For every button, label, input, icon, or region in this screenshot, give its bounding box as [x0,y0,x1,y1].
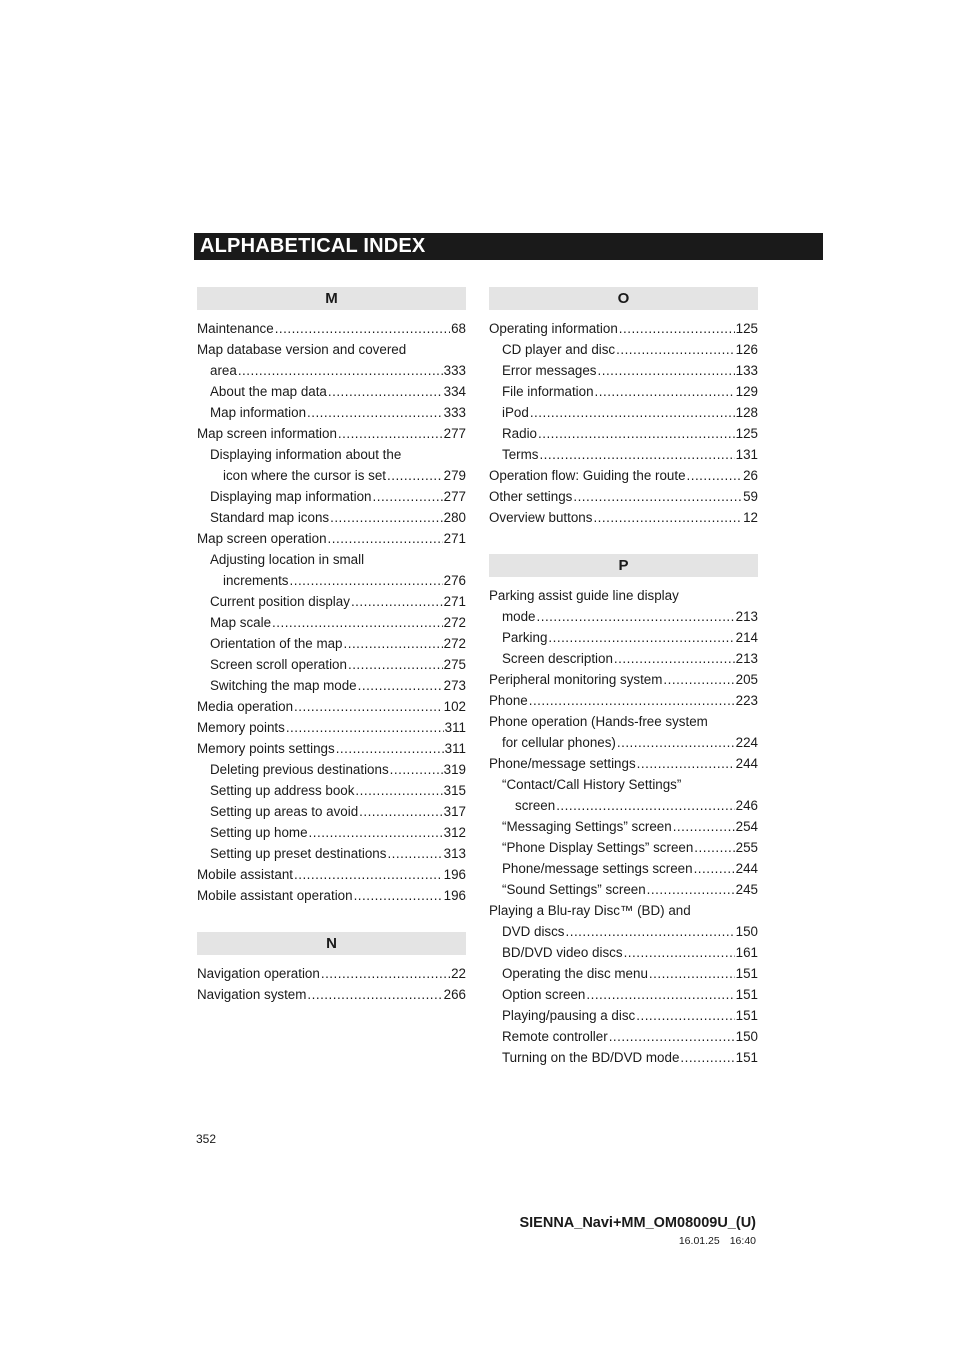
entry-text: Media operation [197,699,294,714]
dot-leader [617,732,735,753]
entry-page-number: 131 [735,447,758,462]
entry-text: Adjusting location in small [210,552,365,567]
entry-page-number: 333 [443,405,466,420]
entry-text: Overview buttons [489,510,593,525]
dot-leader [694,837,734,858]
index-entry [489,507,758,528]
entry-page-number: 213 [735,651,758,666]
entry-page-number: 125 [735,426,758,441]
entry-page-number: 271 [443,531,466,546]
dot-leader [598,360,735,381]
entry-page-number: 133 [735,363,758,378]
dot-leader [290,570,443,591]
entry-page-number: 246 [735,798,758,813]
entry-page-number: 129 [735,384,758,399]
entry-text: Phone [489,693,528,708]
index-entry [197,738,466,759]
print-timestamp [679,1235,756,1247]
index-entry [489,585,758,627]
index-subentry [197,591,466,612]
index-entry [197,963,466,984]
entry-page-number: 22 [451,966,466,981]
dot-leader [566,921,735,942]
dot-leader [595,381,735,402]
entry-page-number: 128 [735,405,758,420]
index-subentry [489,360,758,381]
entry-text: Displaying information about the [210,447,402,462]
dot-leader [390,759,443,780]
index-subentry [489,816,758,837]
print-time: 16:40 [729,1235,756,1247]
entry-page-number: 151 [735,1008,758,1023]
entry-text: Playing/pausing a disc [502,1008,636,1023]
index-column-left [197,287,466,1005]
dot-leader [649,963,735,984]
dot-leader [294,696,443,717]
dot-leader [328,528,443,549]
entry-text: Phone operation (Hands-free system [489,714,708,729]
index-subentry [197,801,466,822]
entry-text: Operation flow: Guiding the route [489,468,686,483]
index-section-m [197,287,466,906]
entry-text: About the map data [210,384,327,399]
entry-text: Current position display [210,594,350,609]
entry-text: “Messaging Settings” screen [502,819,672,834]
index-entry [197,423,466,444]
dot-leader [294,864,443,885]
dot-leader [680,1047,734,1068]
entry-page-number: 224 [735,735,758,750]
dot-leader [687,465,743,486]
entry-text: area [210,363,237,378]
entry-page-number: 196 [443,867,466,882]
dot-leader [637,753,735,774]
index-section-p [489,554,758,1068]
index-entry [489,690,758,711]
entry-text: “Contact/Call History Settings” [502,777,682,792]
index-subentry [489,1005,758,1026]
entry-text: Deleting previous destinations [210,762,389,777]
entry-text: Map screen information [197,426,337,441]
entry-page-number: 59 [743,489,758,504]
entry-text: Navigation system [197,987,307,1002]
index-subentry [489,879,758,900]
entry-page-number: 273 [443,678,466,693]
dot-leader [309,822,443,843]
index-entry [197,885,466,906]
dot-leader [330,507,443,528]
entry-text: Memory points [197,720,285,735]
dot-leader [272,612,443,633]
dot-leader [673,816,735,837]
dot-leader [636,1005,734,1026]
index-entry [489,486,758,507]
index-subentry [489,339,758,360]
entry-page-number: 313 [443,846,466,861]
entry-page-number: 275 [443,657,466,672]
entry-text: Option screen [502,987,586,1002]
section-letter-heading: P [489,554,758,577]
index-subentry [197,843,466,864]
dot-leader [359,801,443,822]
page-header [194,233,823,260]
index-subentry [489,1026,758,1047]
entry-page-number: 317 [443,804,466,819]
entry-page-number: 213 [735,609,758,624]
dot-leader [619,318,735,339]
entry-page-number: 334 [443,384,466,399]
index-entry [197,318,466,339]
entry-page-number: 319 [443,762,466,777]
entry-page-number: 311 [444,741,466,756]
entry-text: Phone/message settings [489,756,636,771]
entry-text: Screen scroll operation [210,657,347,672]
entry-text: Maintenance [197,321,274,336]
entry-text: DVD discs [502,924,565,939]
entry-page-number: 150 [735,924,758,939]
index-subentry [197,486,466,507]
dot-leader [373,486,443,507]
index-subentry [197,444,466,486]
dot-leader [529,690,735,711]
index-subentry [489,627,758,648]
entry-page-number: 196 [443,888,466,903]
index-subentry [489,858,758,879]
entry-page-number: 279 [443,468,466,483]
index-entry [197,717,466,738]
index-subentry [489,648,758,669]
dot-leader [624,942,735,963]
section-letter-heading: O [489,287,758,310]
entry-text: Peripheral monitoring system [489,672,663,687]
entry-text: CD player and disc [502,342,616,357]
dot-leader [321,963,450,984]
print-date: 16.01.25 [678,1235,720,1247]
dot-leader [539,444,734,465]
dot-leader [348,654,443,675]
entry-page-number: 254 [735,819,758,834]
dot-leader [616,339,735,360]
entry-text: Other settings [489,489,573,504]
dot-leader [328,381,443,402]
entry-page-number: 26 [743,468,758,483]
entry-text: Map information [210,405,307,420]
entry-page-number: 277 [443,426,466,441]
dot-leader [344,633,443,654]
section-letter-heading: M [197,287,466,310]
entry-text: Phone/message settings screen [502,861,693,876]
entry-text: Operating information [489,321,618,336]
entry-text: Error messages [502,363,597,378]
index-section-n [197,932,466,1005]
entry-text: Setting up home [210,825,308,840]
index-subentry [489,963,758,984]
entry-page-number: 102 [443,699,466,714]
dot-leader [355,780,442,801]
index-entry [489,318,758,339]
dot-leader [238,360,443,381]
index-subentry [197,675,466,696]
index-entry [489,465,758,486]
entry-text: Navigation operation [197,966,320,981]
entry-text: Setting up address book [210,783,355,798]
entry-text: Radio [502,426,537,441]
index-subentry [197,612,466,633]
index-section-o [489,287,758,528]
dot-leader [358,675,443,696]
dot-leader [663,669,734,690]
entry-page-number: 12 [743,510,758,525]
entry-text: “Sound Settings” screen [502,882,646,897]
entry-page-number: 272 [443,615,466,630]
entry-text: Map screen operation [197,531,327,546]
entry-text: Terms [502,447,539,462]
entry-text: Standard map icons [210,510,330,525]
entry-text: File information [502,384,594,399]
entry-page-number: 151 [735,1050,758,1065]
dot-leader [548,627,734,648]
dot-leader [593,507,742,528]
entry-text: Map database version and covered [197,342,407,357]
dot-leader [307,984,442,1005]
entry-page-number: 277 [443,489,466,504]
entry-text: Remote controller [502,1029,608,1044]
entry-text: Displaying map information [210,489,372,504]
index-subentry [489,381,758,402]
dot-leader [556,795,734,816]
index-subentry [489,423,758,444]
entry-page-number: 125 [735,321,758,336]
document-code: SIENNA_Navi+MM_OM08009U_(U) [519,1215,756,1231]
entry-text: screen [515,798,556,813]
index-entry [197,984,466,1005]
entry-text: Setting up areas to avoid [210,804,359,819]
entry-text: Operating the disc menu [502,966,648,981]
entry-page-number: 315 [443,783,466,798]
index-entry [489,711,758,753]
entry-text: Setting up preset destinations [210,846,387,861]
entry-page-number: 276 [443,573,466,588]
entry-page-number: 244 [735,756,758,771]
index-column-right [489,287,758,1068]
entry-text: “Phone Display Settings” screen [502,840,694,855]
index-subentry [489,984,758,1005]
dot-leader [530,402,735,423]
entry-text: icon where the cursor is set [223,468,386,483]
entry-page-number: 151 [735,966,758,981]
entry-page-number: 333 [443,363,466,378]
entry-page-number: 255 [735,840,758,855]
dot-leader [537,606,735,627]
entry-text: for cellular phones) [502,735,616,750]
entry-text: Mobile assistant operation [197,888,353,903]
entry-page-number: 266 [443,987,466,1002]
index-entry [489,900,758,942]
dot-leader [647,879,735,900]
entry-text: Memory points settings [197,741,335,756]
entry-text: Switching the map mode [210,678,357,693]
index-subentry [197,381,466,402]
index-subentry [197,633,466,654]
entry-page-number: 151 [735,987,758,1002]
index-subentry [197,507,466,528]
section-letter-heading: N [197,932,466,955]
page-title: ALPHABETICAL INDEX [200,235,426,257]
index-entry [197,864,466,885]
dot-leader [336,738,444,759]
entry-page-number: 312 [443,825,466,840]
index-subentry [489,444,758,465]
entry-text: Playing a Blu-ray Disc™ (BD) and [489,903,691,918]
dot-leader [275,318,450,339]
index-subentry [197,549,466,591]
index-entry [197,696,466,717]
entry-page-number: 214 [735,630,758,645]
index-subentry [489,1047,758,1068]
index-subentry [489,774,758,816]
entry-page-number: 223 [735,693,758,708]
entry-page-number: 68 [451,321,466,336]
dot-leader [354,885,443,906]
dot-leader [351,591,443,612]
dot-leader [338,423,443,444]
entry-page-number: 244 [735,861,758,876]
entry-page-number: 161 [735,945,758,960]
index-subentry [489,402,758,423]
index-subentry [197,780,466,801]
dot-leader [609,1026,735,1047]
dot-leader [538,423,735,444]
entry-text: iPod [502,405,529,420]
index-entry [489,669,758,690]
entry-text: Screen description [502,651,613,666]
dot-leader [573,486,742,507]
dot-leader [586,984,734,1005]
dot-leader [387,843,442,864]
entry-page-number: 205 [735,672,758,687]
index-subentry [197,822,466,843]
index-subentry [489,942,758,963]
entry-page-number: 311 [444,720,466,735]
entry-text: Parking [502,630,548,645]
dot-leader [307,402,443,423]
dot-leader [614,648,735,669]
index-subentry [197,402,466,423]
dot-leader [387,465,443,486]
index-entry [197,528,466,549]
entry-page-number: 126 [735,342,758,357]
entry-page-number: 245 [735,882,758,897]
entry-text: increments [223,573,289,588]
entry-text: Turning on the BD/DVD mode [502,1050,680,1065]
entry-page-number: 280 [443,510,466,525]
index-subentry [197,759,466,780]
entry-text: Parking assist guide line display [489,588,679,603]
index-entry [489,753,758,774]
dot-leader [286,717,444,738]
page-number: 352 [196,1132,217,1146]
entry-page-number: 272 [443,636,466,651]
entry-page-number: 150 [735,1029,758,1044]
index-entry [197,339,466,381]
entry-text: Map scale [210,615,272,630]
entry-text: Mobile assistant [197,867,294,882]
entry-text: mode [502,609,536,624]
entry-text: BD/DVD video discs [502,945,623,960]
entry-text: Orientation of the map [210,636,343,651]
entry-page-number: 271 [443,594,466,609]
dot-leader [694,858,735,879]
index-subentry [197,654,466,675]
index-subentry [489,837,758,858]
